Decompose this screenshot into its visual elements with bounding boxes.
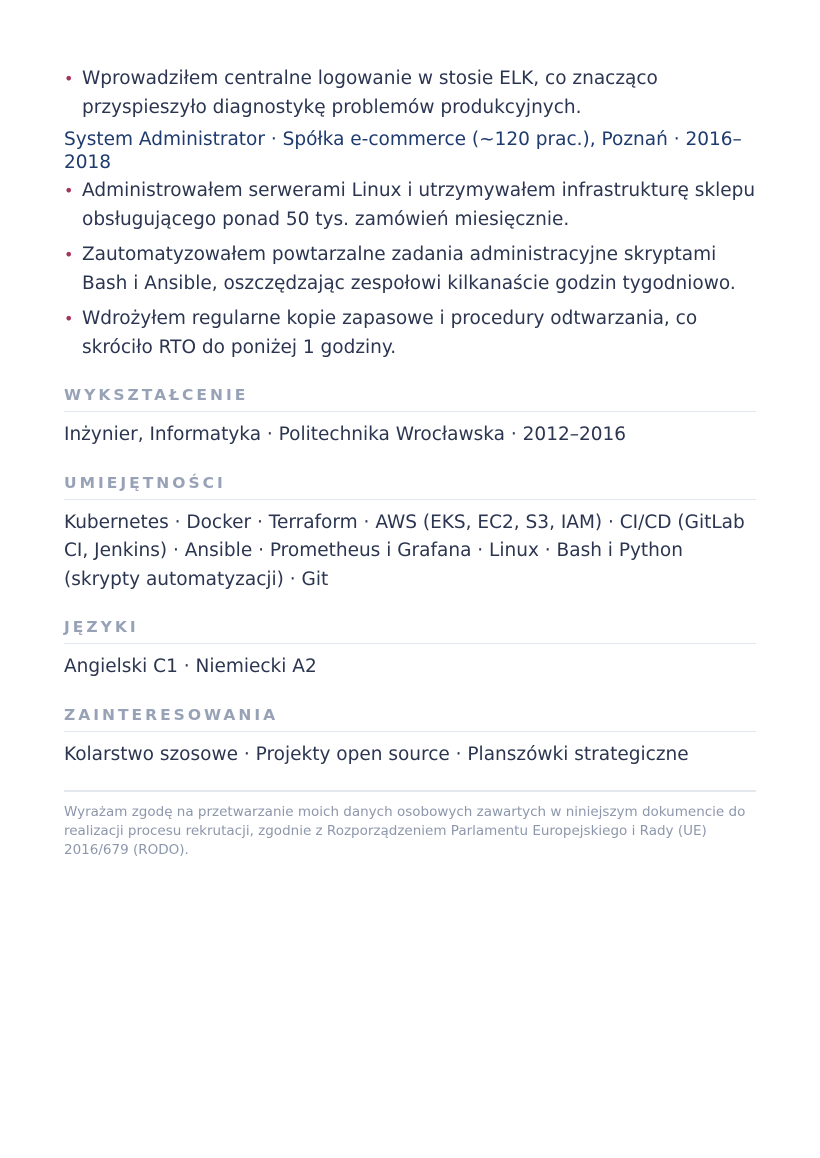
bullet-text: Wprowadziłem centralne logowanie w stosie ELK, co znacząco przyspieszyło diagnostykę problemów produkcyjnych. [82, 68, 658, 118]
bullet-dot-icon: • [64, 181, 74, 200]
section-title: JĘZYKI [64, 618, 756, 644]
gdpr-consent-clause: Wyrażam zgodę na przetwarzanie moich danych osobowych zawartych w niniejszym dokumencie do realizacji procesu rekrutacji, zgodnie z Rozporządzeniem Parlamentu Europejskiego i Rady (UE) 2016/679 (RODO). [64, 790, 756, 860]
education-section [64, 386, 756, 450]
job-sysadmin-bullets [64, 176, 756, 362]
languages-section [64, 618, 756, 682]
list-item [64, 304, 756, 362]
section-title: WYKSZTAŁCENIE [64, 386, 756, 412]
job-heading-sysadmin: System Administrator · Spółka e-commerce (~120 prac.), Poznań · 2016–2018 [64, 129, 742, 173]
bullet-dot-icon: • [64, 69, 74, 88]
section-title: UMIEJĘTNOŚCI [64, 474, 756, 500]
interests-section [64, 706, 756, 770]
bullet-text: Administrowałem serwerami Linux i utrzymywałem infrastrukturę sklepu obsługującego ponad 50 tys. zamówień miesięcznie. [82, 180, 756, 230]
bullet-dot-icon: • [64, 309, 74, 328]
list-item [64, 64, 756, 122]
section-title: ZAINTERESOWANIA [64, 706, 756, 732]
experience-top-bullets [64, 64, 756, 122]
interests-body: Kolarstwo szosowe · Projekty open source · Planszówki strategiczne [64, 743, 689, 765]
skills-body: Kubernetes · Docker · Terraform · AWS (EKS, EC2, S3, IAM) · CI/CD (GitLab CI, Jenkins) · Ansible · Prometheus i Grafana · Linux · Bash i Python (skrypty automatyzacji) · Git [64, 511, 745, 590]
skills-section [64, 474, 756, 595]
bullet-dot-icon: • [64, 245, 74, 264]
bullet-text: Wdrożyłem regularne kopie zapasowe i procedury odtwarzania, co skróciło RTO do poniżej 1 godziny. [82, 308, 698, 358]
list-item [64, 240, 756, 298]
languages-body: Angielski C1 · Niemiecki A2 [64, 656, 317, 677]
list-item [64, 176, 756, 234]
education-body: Inżynier, Informatyka · Politechnika Wrocławska · 2012–2016 [64, 424, 627, 445]
bullet-text: Zautomatyzowałem powtarzalne zadania administracyjne skryptami Bash i Ansible, oszczędzając zespołowi kilkanaście godzin tygodniowo. [82, 244, 736, 294]
